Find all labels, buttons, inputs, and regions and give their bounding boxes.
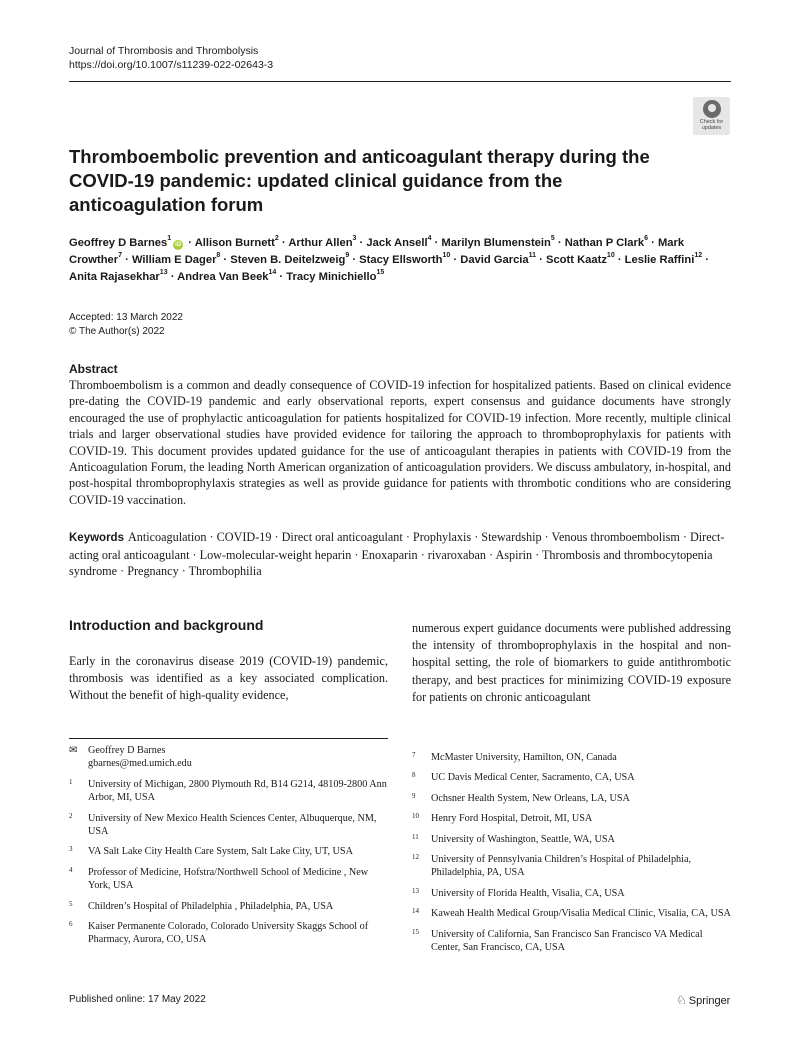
author-name[interactable]: Leslie Raffini xyxy=(624,254,695,266)
affiliation-number: 15 xyxy=(412,927,419,936)
header-rule xyxy=(69,81,731,82)
author-affiliation-number: 1 xyxy=(167,235,172,243)
affiliation-number: 12 xyxy=(412,853,419,862)
intro-right-column: numerous expert guidance documents were published addressing the intensity of thromboprophylaxis in the hospital and non-hospital setting, the role of biomarkers to guide antithrombotic therapy, and best practices for minimizing COVID-19 exposure for patients on chronic anticoagulant xyxy=(412,621,731,704)
author-name[interactable]: Nathan P Clark xyxy=(564,237,645,249)
affiliation-number: 7 xyxy=(412,751,416,759)
author-affiliation-number: 3 xyxy=(352,235,357,243)
author-name[interactable]: Marilyn Blumenstein xyxy=(441,237,551,249)
envelope-icon: ✉ xyxy=(69,745,78,756)
affiliation-number: 8 xyxy=(412,771,416,780)
affiliation xyxy=(69,845,388,858)
author-name[interactable]: Andrea Van Beek xyxy=(177,271,269,283)
affiliation-text: VA Salt Lake City Health Care System, Salt Lake City, UT, USA xyxy=(88,846,353,858)
keywords xyxy=(69,529,731,580)
correspondence xyxy=(69,744,388,771)
footnote-rule xyxy=(69,738,388,739)
orcid-icon[interactable]: iD xyxy=(175,242,182,248)
article-dates xyxy=(69,311,183,339)
author-name[interactable]: William E Dager xyxy=(131,254,217,266)
author-affiliation-number: 14 xyxy=(268,269,277,277)
affiliation-text: Ochsner Health System, New Orleans, LA, USA xyxy=(431,792,630,804)
author-name[interactable]: David Garcia xyxy=(460,254,529,266)
author-affiliation-number: 4 xyxy=(427,235,432,243)
affiliation-text: Professor of Medicine, Hofstra/Northwell School of Medicine , New York, USA xyxy=(88,866,369,892)
affiliation xyxy=(69,778,388,805)
author-affiliation-number: 11 xyxy=(528,252,537,260)
affiliations-left xyxy=(69,744,388,954)
accepted-date: Accepted: 13 March 2022 xyxy=(69,312,183,323)
abstract-heading: Abstract xyxy=(69,362,118,376)
affiliation-text: University of Pennsylvania Children’s Hospital of Philadelphia, Philadelphia, PA, USA xyxy=(431,854,692,879)
affiliation-number: 5 xyxy=(69,899,73,908)
author-name[interactable]: Scott Kaatz xyxy=(546,254,607,266)
affiliation-text: University of New Mexico Health Sciences Center, Albuquerque, NM, USA xyxy=(88,812,377,838)
author-name[interactable]: Geoffrey D Barnes xyxy=(69,237,168,249)
author-name[interactable]: Arthur Allen xyxy=(288,237,353,249)
affiliation xyxy=(69,812,388,839)
author-affiliation-number: 8 xyxy=(216,252,221,260)
affiliation-number: 1 xyxy=(69,777,73,786)
published-online: Published online: 17 May 2022 xyxy=(69,994,206,1005)
affiliation xyxy=(412,812,731,825)
affiliation-number: 2 xyxy=(69,811,73,820)
affiliation xyxy=(412,751,731,764)
affiliation xyxy=(412,792,731,805)
intro-left-column: Early in the coronavirus disease 2019 (COVID-19) pandemic, thrombosis was identified as a key associated complication. Without the benefit of high-quality evidence, xyxy=(69,654,388,703)
affiliation-text: University of Florida Health, Visalia, CA, USA xyxy=(431,887,625,899)
copyright-line: © The Author(s) 2022 xyxy=(69,326,165,337)
check-for-updates-icon xyxy=(703,100,721,118)
affiliation xyxy=(412,853,731,880)
affiliation-text: UC Davis Medical Center, Sacramento, CA, USA xyxy=(431,772,635,784)
abstract-body: Thromboembolism is a common and deadly consequence of COVID-19 infection for hospitalized patients. Based on clinical evidence pre-dating the COVID-19 pandemic and early observational reports, expert consensus and guidance documents have strongly encouraged the use of prophylactic anticoagulation for patients hospitalized for COVID-19 infection. More recently, multiple clinical trials and larger observational studies have provided evidence for tailoring the approach to thromboprophylaxis for patients with COVID-19. This document provides updated guidance for the use of anticoagulant therapies in patients with COVID-19 from the Anticoagulation Forum, the leading North American organization of anticoagulation providers. We discuss ambulatory, in-hospital, and post-hospital thromboprophylaxis strategies as well as provide guidance for patients with thrombotic conditions who are considering COVID-19 vaccination. xyxy=(69,378,731,507)
author-affiliation-number: 5 xyxy=(550,235,555,243)
author-name[interactable]: Anita Rajasekhar xyxy=(69,271,160,283)
author-affiliation-number: 6 xyxy=(644,235,648,243)
affiliation-number: 6 xyxy=(69,920,73,929)
author-name[interactable]: Tracy Minichiello xyxy=(286,271,377,283)
author-list: Geoffrey D Barnes$^1$iD · Allison Burnett$^2$ · Arthur Allen$^3$ · Jack Ansell$^4$ · Marilyn Blumenstein$^5$ · Nathan P Clark$^6$ · Mark Crowther$^7$ · William E Dager$^8$ · Steven B. Deitelzweig$^9$ · Stacy Ellsworth$^{10}$ · David Garcia$^{11}$ · Scott Kaatz$^{10}$ · Leslie Raffini$^{12}$ · Anita Rajasekhar$^{13}$ · Andrea Van Beek$^{14}$ · Tracy Minichiello$^{15}$ xyxy=(69,235,709,283)
affiliation-text: Kaiser Permanente Colorado, Colorado University Skaggs School of Pharmacy, Aurora, CO, USA xyxy=(88,921,369,946)
journal-header xyxy=(69,44,273,72)
journal-name: Journal of Thrombosis and Thrombolysis xyxy=(69,45,259,57)
author-name[interactable]: Mark Crowther xyxy=(69,237,685,266)
publisher-logo xyxy=(676,993,730,1007)
author-name[interactable]: Stacy Ellsworth xyxy=(359,254,443,266)
affiliation xyxy=(412,907,731,920)
author-affiliation-number: 10 xyxy=(606,252,615,260)
affiliation xyxy=(412,771,731,784)
affiliations-right xyxy=(412,751,731,961)
author-affiliation-number: 13 xyxy=(159,269,168,277)
affiliation-text: Kaweah Health Medical Group/Visalia Medical Clinic, Visalia, CA, USA xyxy=(431,908,731,920)
author-affiliation-number: 12 xyxy=(694,252,703,260)
affiliation-number: 4 xyxy=(69,865,73,874)
publisher-name: Springer xyxy=(688,995,731,1007)
author-affiliation-number: 15 xyxy=(376,269,385,277)
intro-heading: Introduction and background xyxy=(69,617,264,633)
affiliation-number: 14 xyxy=(412,907,419,916)
affiliation-number: 9 xyxy=(412,791,416,800)
affiliation-text: University of California, San Francisco San Francisco VA Medical Center, San Francisco, CA, USA xyxy=(431,928,703,954)
affiliation-text: Henry Ford Hospital, Detroit, MI, USA xyxy=(431,813,593,825)
author-affiliation-number: 7 xyxy=(118,252,123,260)
affiliation-number: 13 xyxy=(412,886,419,895)
affiliation-text: University of Washington, Seattle, WA, USA xyxy=(431,833,615,845)
springer-horse-icon: ♘ xyxy=(676,993,687,1007)
affiliation-number: 3 xyxy=(69,845,73,854)
affiliation-text: McMaster University, Hamilton, ON, Canada xyxy=(431,752,617,763)
affiliation-number: 10 xyxy=(412,812,419,821)
journal-doi[interactable]: https://doi.org/10.1007/s11239-022-02643-3 xyxy=(69,59,274,71)
author-affiliation-number: 9 xyxy=(345,252,350,260)
check-for-updates-badge[interactable] xyxy=(693,97,730,135)
article-title: Thromboembolic prevention and anticoagulant therapy during the COVID-19 pandemic: updated clinical guidance from the anticoagulation forum xyxy=(69,146,650,215)
affiliation xyxy=(69,900,388,913)
affiliation xyxy=(412,833,731,846)
author-affiliation-number: 2 xyxy=(274,235,279,243)
affiliation-text: Children’s Hospital of Philadelphia , Philadelphia, PA, USA xyxy=(88,900,334,912)
keywords-text: Anticoagulation · COVID-19 · Direct oral anticoagulant · Prophylaxis · Stewardship · Venous thromboembolism · Direct-acting oral anticoagulant · Low-molecular-weight heparin · Enoxaparin · rivaroxaban · Aspirin · Thrombosis and thrombocytopenia syndrome · Pregnancy · Thrombophilia xyxy=(69,530,725,578)
author-affiliation-number: 10 xyxy=(442,252,451,260)
author-name[interactable]: Allison Burnett xyxy=(194,237,275,249)
badge-line1: Check for xyxy=(699,119,724,125)
author-name[interactable]: Jack Ansell xyxy=(366,237,428,249)
affiliation xyxy=(69,920,388,947)
affiliation-text: University of Michigan, 2800 Plymouth Rd, B14 G214, 48109-2800 Ann Arbor, MI, USA xyxy=(88,778,387,804)
affiliation xyxy=(69,866,388,893)
affiliation xyxy=(412,887,731,900)
badge-line2: updates xyxy=(701,125,722,131)
keywords-label: Keywords xyxy=(69,532,124,544)
correspondence-email[interactable]: gbarnes@med.umich.edu xyxy=(88,758,192,770)
affiliation-number: 11 xyxy=(412,832,419,841)
correspondence-name: Geoffrey D Barnes xyxy=(88,745,166,756)
author-name[interactable]: Steven B. Deitelzweig xyxy=(230,254,346,266)
affiliation xyxy=(412,928,731,955)
